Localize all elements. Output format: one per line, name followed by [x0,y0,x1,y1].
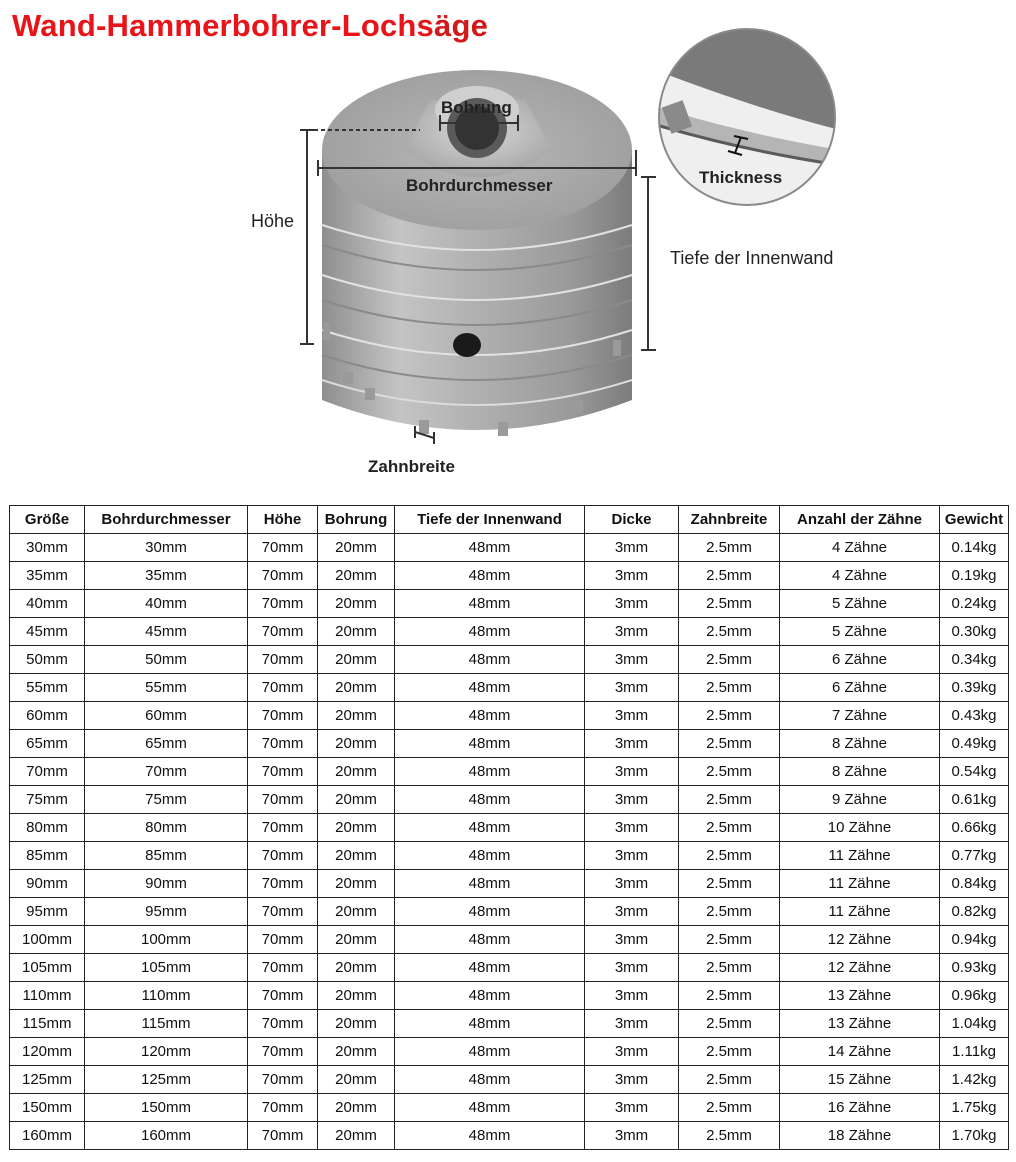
table-cell: 70mm [248,562,318,590]
table-cell: 70mm [248,1038,318,1066]
table-cell: 95mm [10,898,85,926]
table-cell: 3mm [585,870,679,898]
table-cell: 2.5mm [679,702,780,730]
table-cell: 3mm [585,954,679,982]
table-cell: 105mm [10,954,85,982]
table-cell: 75mm [10,786,85,814]
table-cell: 70mm [248,926,318,954]
title-main: Wand-Hammerbohrer-Lochs [12,8,434,43]
table-cell: 8 Zähne [780,730,940,758]
table-cell: 0.84kg [940,870,1009,898]
table-cell: 105mm [85,954,248,982]
table-cell: 3mm [585,618,679,646]
table-row [10,1122,1009,1150]
table-cell: 20mm [318,646,395,674]
table-cell: 1.11kg [940,1038,1009,1066]
table-cell: 48mm [395,1010,585,1038]
table-cell: 2.5mm [679,1066,780,1094]
table-cell: 48mm [395,646,585,674]
table-cell: 2.5mm [679,786,780,814]
table-cell: 5 Zähne [780,618,940,646]
table-row [10,1094,1009,1122]
table-cell: 115mm [85,1010,248,1038]
table-cell: 48mm [395,982,585,1010]
table-cell: 48mm [395,1066,585,1094]
table-cell: 70mm [248,534,318,562]
table-cell: 0.77kg [940,842,1009,870]
table-cell: 0.43kg [940,702,1009,730]
table-cell: 20mm [318,1066,395,1094]
table-cell: 3mm [585,730,679,758]
table-cell: 13 Zähne [780,982,940,1010]
table-cell: 35mm [10,562,85,590]
table-cell: 3mm [585,842,679,870]
table-cell: 115mm [10,1010,85,1038]
table-row [10,590,1009,618]
table-row [10,674,1009,702]
table-cell: 125mm [85,1066,248,1094]
table-cell: 1.70kg [940,1122,1009,1150]
table-cell: 2.5mm [679,1038,780,1066]
table-cell: 3mm [585,562,679,590]
table-cell: 11 Zähne [780,898,940,926]
table-row [10,730,1009,758]
table-cell: 70mm [248,674,318,702]
table-cell: 3mm [585,702,679,730]
table-row [10,562,1009,590]
table-row [10,842,1009,870]
table-cell: 70mm [85,758,248,786]
table-cell: 20mm [318,898,395,926]
table-row [10,702,1009,730]
table-cell: 0.96kg [940,982,1009,1010]
table-cell: 48mm [395,702,585,730]
table-cell: 9 Zähne [780,786,940,814]
table-cell: 45mm [10,618,85,646]
table-cell: 3mm [585,590,679,618]
label-bohrung: Bohrung [441,98,512,117]
table-cell: 48mm [395,562,585,590]
table-cell: 90mm [85,870,248,898]
table-cell: 11 Zähne [780,870,940,898]
table-cell: 8 Zähne [780,758,940,786]
table-cell: 0.49kg [940,730,1009,758]
table-cell: 10 Zähne [780,814,940,842]
label-hoehe: Höhe [251,211,295,231]
table-cell: 30mm [85,534,248,562]
table-row [10,1066,1009,1094]
label-tiefe: Tiefe der Innenwand [670,248,834,268]
table-cell: 70mm [248,1066,318,1094]
table-header-cell: Höhe [248,506,318,534]
table-cell: 20mm [318,1038,395,1066]
table-cell: 70mm [248,758,318,786]
table-cell: 0.39kg [940,674,1009,702]
table-cell: 70mm [248,618,318,646]
table-cell: 11 Zähne [780,842,940,870]
table-header-cell: Bohrung [318,506,395,534]
table-cell: 0.82kg [940,898,1009,926]
table-cell: 48mm [395,674,585,702]
table-cell: 20mm [318,786,395,814]
table-header-cell: Gewicht [940,506,1009,534]
table-cell: 48mm [395,898,585,926]
table-cell: 48mm [395,758,585,786]
table-cell: 2.5mm [679,590,780,618]
table-cell: 3mm [585,926,679,954]
table-cell: 70mm [248,954,318,982]
table-header-cell: Tiefe der Innenwand [395,506,585,534]
table-row [10,534,1009,562]
table-cell: 3mm [585,1066,679,1094]
table-cell: 3mm [585,646,679,674]
table-cell: 48mm [395,954,585,982]
table-cell: 2.5mm [679,730,780,758]
table-cell: 0.94kg [940,926,1009,954]
table-cell: 2.5mm [679,674,780,702]
table-cell: 20mm [318,1094,395,1122]
table-row [10,814,1009,842]
table-cell: 2.5mm [679,926,780,954]
table-cell: 0.34kg [940,646,1009,674]
table-cell: 3mm [585,786,679,814]
table-row [10,786,1009,814]
table-cell: 70mm [248,898,318,926]
table-cell: 2.5mm [679,758,780,786]
table-cell: 3mm [585,814,679,842]
table-cell: 4 Zähne [780,562,940,590]
table-cell: 0.14kg [940,534,1009,562]
table-cell: 70mm [248,730,318,758]
table-cell: 20mm [318,1122,395,1150]
table-cell: 2.5mm [679,646,780,674]
table-cell: 20mm [318,814,395,842]
table-cell: 6 Zähne [780,674,940,702]
table-cell: 150mm [85,1094,248,1122]
table-cell: 48mm [395,814,585,842]
table-header-cell: Größe [10,506,85,534]
table-cell: 20mm [318,982,395,1010]
table-cell: 20mm [318,730,395,758]
label-thickness: Thickness [699,168,783,187]
table-cell: 2.5mm [679,870,780,898]
table-cell: 16 Zähne [780,1094,940,1122]
table-cell: 2.5mm [679,954,780,982]
table-cell: 4 Zähne [780,534,940,562]
table-cell: 2.5mm [679,982,780,1010]
table-cell: 125mm [10,1066,85,1094]
table-cell: 35mm [85,562,248,590]
table-cell: 1.75kg [940,1094,1009,1122]
table-cell: 2.5mm [679,618,780,646]
table-cell: 95mm [85,898,248,926]
table-cell: 2.5mm [679,562,780,590]
table-cell: 48mm [395,1038,585,1066]
table-cell: 2.5mm [679,1010,780,1038]
spec-table [9,505,1009,1150]
table-cell: 20mm [318,702,395,730]
table-cell: 20mm [318,618,395,646]
table-cell: 3mm [585,1094,679,1122]
table-cell: 100mm [85,926,248,954]
table-cell: 70mm [248,870,318,898]
table-cell: 20mm [318,1010,395,1038]
table-cell: 160mm [85,1122,248,1150]
table-cell: 70mm [248,646,318,674]
table-cell: 70mm [248,1094,318,1122]
hole-saw-body [322,70,632,436]
table-cell: 20mm [318,842,395,870]
table-cell: 70mm [248,982,318,1010]
table-cell: 48mm [395,534,585,562]
table-cell: 48mm [395,842,585,870]
table-cell: 3mm [585,1038,679,1066]
table-cell: 60mm [10,702,85,730]
table-cell: 45mm [85,618,248,646]
table-cell: 70mm [248,1010,318,1038]
table-row [10,646,1009,674]
label-zahnbreite: Zahnbreite [368,457,455,476]
table-cell: 60mm [85,702,248,730]
table-cell: 55mm [10,674,85,702]
table-cell: 30mm [10,534,85,562]
table-cell: 14 Zähne [780,1038,940,1066]
table-cell: 1.04kg [940,1010,1009,1038]
table-cell: 3mm [585,674,679,702]
table-cell: 20mm [318,674,395,702]
table-row [10,1010,1009,1038]
table-cell: 18 Zähne [780,1122,940,1150]
table-cell: 48mm [395,926,585,954]
table-cell: 20mm [318,590,395,618]
table-cell: 7 Zähne [780,702,940,730]
table-cell: 160mm [10,1122,85,1150]
table-row [10,954,1009,982]
table-cell: 75mm [85,786,248,814]
table-cell: 20mm [318,534,395,562]
table-cell: 110mm [10,982,85,1010]
table-cell: 2.5mm [679,898,780,926]
table-cell: 5 Zähne [780,590,940,618]
table-cell: 3mm [585,1010,679,1038]
table-cell: 85mm [85,842,248,870]
table-row [10,1038,1009,1066]
table-cell: 85mm [10,842,85,870]
table-row [10,926,1009,954]
table-cell: 2.5mm [679,842,780,870]
table-row [10,758,1009,786]
table-cell: 0.54kg [940,758,1009,786]
table-cell: 13 Zähne [780,1010,940,1038]
table-cell: 3mm [585,982,679,1010]
table-header-row [10,506,1009,534]
table-cell: 0.24kg [940,590,1009,618]
table-cell: 48mm [395,786,585,814]
table-cell: 48mm [395,1094,585,1122]
table-cell: 48mm [395,618,585,646]
table-cell: 0.93kg [940,954,1009,982]
table-cell: 70mm [248,786,318,814]
table-header-cell: Zahnbreite [679,506,780,534]
table-header-cell: Bohrdurchmesser [85,506,248,534]
table-cell: 70mm [248,590,318,618]
table-cell: 20mm [318,758,395,786]
label-bohrdurchmesser: Bohrdurchmesser [406,176,553,195]
title-suffix: äge [434,8,489,43]
table-cell: 2.5mm [679,814,780,842]
table-cell: 70mm [10,758,85,786]
table-cell: 15 Zähne [780,1066,940,1094]
table-cell: 2.5mm [679,1094,780,1122]
table-cell: 70mm [248,842,318,870]
table-cell: 0.66kg [940,814,1009,842]
table-cell: 120mm [10,1038,85,1066]
table-row [10,870,1009,898]
table-cell: 0.19kg [940,562,1009,590]
table-cell: 1.42kg [940,1066,1009,1094]
table-cell: 12 Zähne [780,926,940,954]
table-cell: 70mm [248,702,318,730]
table-cell: 65mm [10,730,85,758]
table-cell: 2.5mm [679,534,780,562]
table-cell: 3mm [585,1122,679,1150]
table-row [10,618,1009,646]
table-row [10,898,1009,926]
table-cell: 2.5mm [679,1122,780,1150]
table-cell: 65mm [85,730,248,758]
table-cell: 48mm [395,590,585,618]
table-cell: 40mm [85,590,248,618]
table-cell: 70mm [248,1122,318,1150]
table-cell: 20mm [318,926,395,954]
table-cell: 48mm [395,730,585,758]
table-cell: 100mm [10,926,85,954]
table-cell: 0.61kg [940,786,1009,814]
table-cell: 48mm [395,1122,585,1150]
table-cell: 12 Zähne [780,954,940,982]
table-cell: 20mm [318,870,395,898]
table-cell: 48mm [395,870,585,898]
table-cell: 50mm [10,646,85,674]
table-cell: 3mm [585,898,679,926]
table-cell: 80mm [85,814,248,842]
table-cell: 20mm [318,562,395,590]
table-row [10,982,1009,1010]
table-cell: 55mm [85,674,248,702]
table-cell: 80mm [10,814,85,842]
table-cell: 20mm [318,954,395,982]
table-cell: 70mm [248,814,318,842]
table-cell: 150mm [10,1094,85,1122]
table-cell: 3mm [585,534,679,562]
table-cell: 110mm [85,982,248,1010]
table-cell: 6 Zähne [780,646,940,674]
table-header-cell: Anzahl der Zähne [780,506,940,534]
table-cell: 40mm [10,590,85,618]
table-cell: 0.30kg [940,618,1009,646]
table-cell: 120mm [85,1038,248,1066]
table-cell: 90mm [10,870,85,898]
table-cell: 50mm [85,646,248,674]
hole-saw-diagram [0,0,1016,500]
table-cell: 3mm [585,758,679,786]
table-header-cell: Dicke [585,506,679,534]
